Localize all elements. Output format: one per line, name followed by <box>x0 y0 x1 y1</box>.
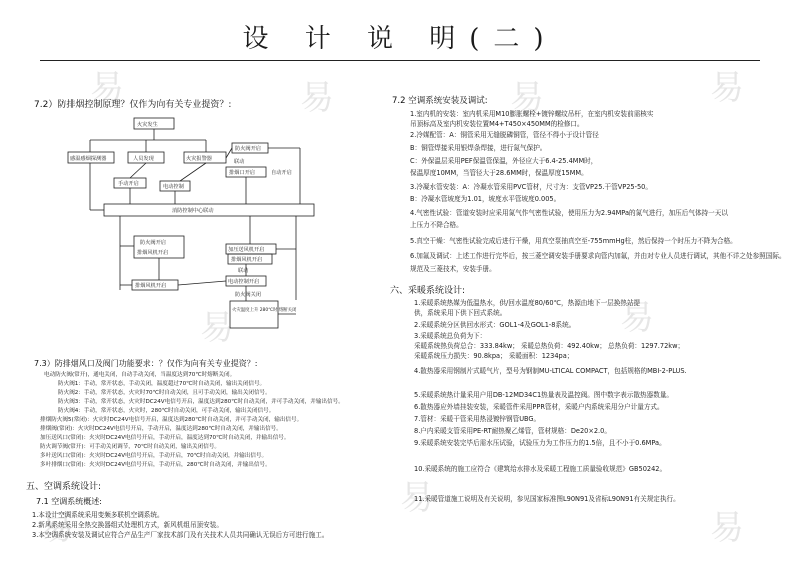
heating-line: 9.采暖系统安装完毕后需水压试验，试验压力为工作压力的1.5倍，且不小于0.6MPa。 <box>414 439 666 447</box>
install-line: 3.冷凝水管安装：A：冷凝水管采用PVC管材，尺寸为：支管VP25.干管VP25-50。 <box>410 183 652 191</box>
node-stair-fan <box>226 244 276 254</box>
auto-open-label: 自动开启 <box>271 170 292 176</box>
watermark-glyph: 易 <box>90 68 124 108</box>
heating-line: 7.管材：采暖干管采用热浸镀锌钢管UBG。 <box>414 415 541 423</box>
fire-valve-close-label: 防火阀关闭 <box>235 292 261 298</box>
node-smoke-detector <box>68 152 114 163</box>
heating-line: 2.采暖系统分区供回水形式：GOL1-4及GOL1-8系统。 <box>414 321 576 329</box>
q2-line: 防火阀3：手动，常开状态，火灾时DC24V电信号开启，温度达到280℃时自动关闭，并可手动关闭，并输出信号。 <box>58 399 344 405</box>
node-alarm-open <box>134 236 184 258</box>
install-line: 5.真空干燥：气密性试验完成后进行干燥，用真空泵抽真空至-755mmHg柱，然后保持一个时压力不降为合格。 <box>410 237 737 245</box>
fire-center-label: 消防控制中心联动 <box>172 208 214 214</box>
install-line: 2.冷媒配管：A：铜管采用无缝脱磷铜管，管径不得小于设计管径 <box>410 131 599 139</box>
q2-line: 多叶排烟口(常闭)：火灾时DC24V电信号开启，手动开启，280℃时自动关闭，并输出信号。 <box>40 462 271 468</box>
q2-line: 防火调节阀(常开)：可手动关闭调节，70℃时自动关闭，输出关闭信号。 <box>40 444 220 450</box>
fan-room-label: 防火阀开启 <box>235 146 261 152</box>
exhaust-port-label: 排烟口开启 <box>229 170 255 176</box>
section5-line: 2.新风系统采用全热交换器组式处理机方式，新风机组吊顶安装。 <box>32 521 223 529</box>
q1-heading: 7.2）防排烟控制原理？仅作为向有关专业提资？: <box>34 100 232 110</box>
heating-line: 4.散热器采用钢制片式暖气片，型号为钢制MU-LTICAL COMPACT，包括规格的MBI-2-PLUS. <box>414 367 687 375</box>
linkage-label: 联动 <box>234 159 245 165</box>
install-line: 保温厚度10MM，当管径大于28.6MM时，保温厚度15MM。 <box>410 169 588 177</box>
smoke-fan-label: 电动控制开启 <box>228 279 260 285</box>
install-line: 上压力不降合格。 <box>410 221 463 229</box>
watermark-glyph: 易 <box>710 68 744 108</box>
close-fan-label: 排烟风机开启 <box>231 257 263 263</box>
q2-heading: 7.3）防排烟风口及阀门功能要求：？仅作为向有关专业提资？: <box>34 359 258 368</box>
node-smoke-fan <box>226 276 266 286</box>
heating-line: 供，系统采用下供下回式系统。 <box>414 309 507 317</box>
node-close-fan <box>228 254 272 264</box>
smoke-detector-label: 感温感烟探测器 <box>70 156 107 162</box>
watermark-glyph: 易 <box>620 298 654 338</box>
node-fire-signal <box>134 118 174 129</box>
node-fire-center <box>104 204 314 216</box>
page-title: 设 计 说 明(二) <box>242 24 558 54</box>
manual-start-label: 手动开启 <box>118 181 139 187</box>
exhaust-fan-label: 排烟风机开启 <box>135 283 167 289</box>
watermark-glyph: 易 <box>200 308 234 348</box>
stair-fan-label: 加压送风机开启 <box>228 247 265 253</box>
install-line: B：冷凝水管坡度为1.01，坡度水平管坡度0.005。 <box>410 195 561 203</box>
heating-line: 采暖系统热负荷总合：333.84kw； 采暖总热负荷：492.40kw； 总热负荷：1297.72kw； <box>414 342 685 350</box>
smoke-ctrl-fan-label: 排烟风机开启 <box>137 250 169 256</box>
heating-line: 8.户内采暖支管采用PE-RT耐热聚乙烯管，管材规格：De20×2.0。 <box>414 427 611 435</box>
fire-pump-label: 火灾报警器 <box>186 156 212 162</box>
node-alarm-box <box>230 301 278 328</box>
watermark-glyph: 易 <box>710 508 744 548</box>
node-person-found <box>128 152 164 163</box>
heating-line: 采暖系统压力损失：90.8kpa； 采暖面积：1234pa； <box>414 352 574 360</box>
heating-line: 1.采暖系统热媒为低温热水，供/回水温度80/60℃，热源由地下一层换热站提 <box>414 299 641 307</box>
node-exhaust-port <box>226 167 266 177</box>
q2-line: 防火阀2：手动，常开状态，火灾时70℃时自动关闭，且可手动关闭，输出关闭信号。 <box>58 390 271 396</box>
section5-heading: 五、空调系统设计: <box>26 482 102 492</box>
q2-line: 电动防火阀(常开)，通电关闭，自动手动关闭，当温度达到70℃时熔断关闭。 <box>44 372 236 378</box>
heating-line: 10.采暖系统的施工应符合《建筑给水排水及采暖工程施工质量验收规范》GB50242。 <box>414 465 667 473</box>
fire-alarm-open-label: 防火阀开启 <box>140 240 166 246</box>
title-rule <box>40 60 760 61</box>
section6-heading: 六、采暖系统设计: <box>390 286 466 296</box>
section5-sub1: 7.1 空调系统概述: <box>36 497 102 506</box>
section72-heading: 7.2 空调系统安装及调试: <box>392 96 488 106</box>
watermark-glyph: 易 <box>510 78 544 118</box>
section5-line: 1.本设计空调系统采用变频多联机空调系统。 <box>32 511 164 519</box>
section5-line: 3.本空调系统安装及调试应符合产品生产厂家技术部门及有关技术人员共同确认无误后方可进行施工。 <box>32 531 329 539</box>
watermark-glyph: 易 <box>300 78 334 118</box>
node-fan-room <box>232 143 268 153</box>
install-line: 1.室内机的安装：室内机采用M10膨胀螺栓+镀锌螺纹吊杆，在室内机安装前需核实 <box>410 110 654 118</box>
install-line: 4.气密性试验：管道安装时应采用氮气作气密性试验，使用压力为2.94MPa的氮气进行，加压后气体持一天以 <box>410 209 728 217</box>
person-found-label: 人员发现 <box>133 156 154 162</box>
install-line: C：外保温层采用PEF保温管保温，外径应大于6.4-25.4MM时， <box>410 157 598 165</box>
fire-signal-label: 火灾发生 <box>137 122 158 128</box>
heating-line: 11.采暖管道施工说明及有关说明，参见国家标准图L90N91及省标L90N91有关规定执行。 <box>414 495 680 503</box>
install-line: 6.加氟及调试：上述工作进行完毕后，按三菱空调安装手册要求向管内加氟，并由对专业人员进行调试，其他不详之处参照国际。 <box>410 252 786 260</box>
watermark-glyph: 易 <box>400 478 434 518</box>
q2-line: 多叶送风口(常闭)：火灾时DC24V电信号开启，手动开启，70℃时自动关闭，并输出信号。 <box>40 453 268 459</box>
node-fire-pump <box>184 152 226 163</box>
q2-line: 排烟防火阀5(常闭)：火灾时DC24V电信号开启，温度达到280℃时自动关闭，并可手动关闭，输出信号。 <box>40 417 303 423</box>
node-manual-start <box>114 178 146 188</box>
install-line: B：铜管焊接采用银焊条焊接，进行氮气保护。 <box>410 144 547 152</box>
install-line: 规范及三菱技术，安装手册。 <box>410 265 496 273</box>
heating-line: 5.采暖系统热计量采用户用DB-12MD34C1热量表及温控阀。图中数字表示散热器数量。 <box>414 391 674 399</box>
heating-line: 6.散热器应外墙挂装安装，采暖管件采用PPR管材，采暖户内系统采用分户计量方式。 <box>414 403 664 411</box>
linkage-label-2: 联动 <box>238 268 249 274</box>
elec-control-label: 电动控制 <box>163 184 184 190</box>
q2-line: 防火阀4：手动，常开状态，火灾时，280℃时自动关闭，可手动关闭，输出关闭信号。 <box>58 408 275 414</box>
install-line: 吊顶标高及室内机安装位置M4+T450×450MM的检修口。 <box>410 120 584 128</box>
q2-line: 排烟阀(常闭)：火灾时DC24V电信号开启，手动开启，温度达到280℃时自动关闭，并输出信号。 <box>40 426 282 432</box>
q2-line: 防火阀1：手动，常开状态，手动关闭，温度超过70℃时自动关闭，输出关闭信号。 <box>58 381 266 387</box>
alarm-box-label: 火灾温度上升 280℃时 熔断关闭 <box>232 308 297 313</box>
heating-line: 3.采暖系统总负荷为下： <box>414 332 487 340</box>
q2-line: 加压送风口(常闭)：火灾时DC24V电信号开启，手动开启，温度达到70℃时自动关闭，并输出信号。 <box>40 435 290 441</box>
node-exhaust-fan <box>132 280 178 290</box>
node-elec-control <box>160 181 190 191</box>
watermark-glyph: 易 <box>40 508 74 548</box>
